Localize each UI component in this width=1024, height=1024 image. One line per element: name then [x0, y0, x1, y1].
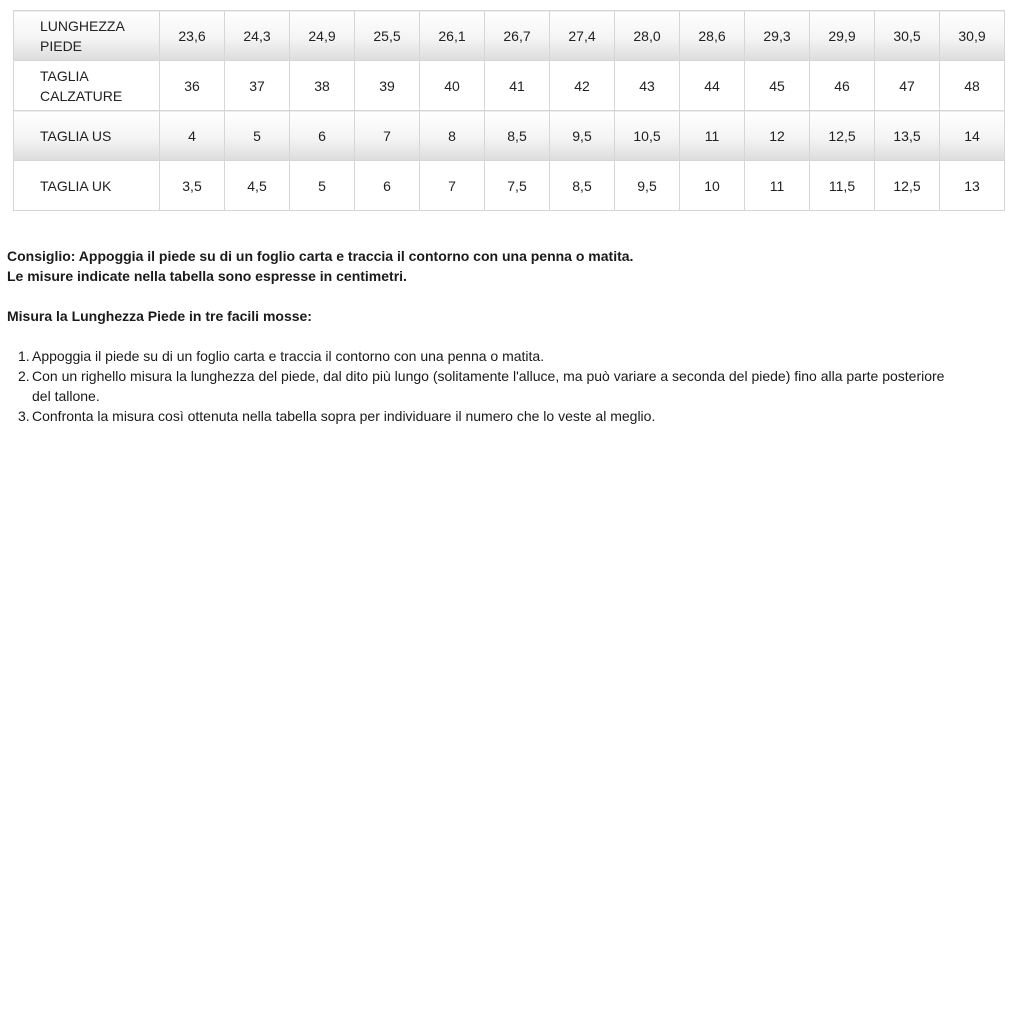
size-guide-notes [7, 246, 1007, 426]
table-cell: 29,9 [810, 11, 875, 61]
steps-heading: Misura la Lunghezza Piede in tre facili mosse: [7, 308, 312, 324]
table-cell: 12,5 [875, 161, 940, 211]
table-cell: 41 [485, 61, 550, 111]
table-cell: 7 [420, 161, 485, 211]
table-cell: 42 [550, 61, 615, 111]
table-cell: 4 [160, 111, 225, 161]
table-cell: 9,5 [550, 111, 615, 161]
step-number: 2. [18, 368, 30, 384]
table-cell: 8 [420, 111, 485, 161]
table-cell: 13,5 [875, 111, 940, 161]
steps-list [7, 346, 1007, 426]
tip-text: Consiglio: Appoggia il piede su di un foglio carta e traccia il contorno con una penna o matita. [7, 248, 634, 264]
table-cell: 13 [940, 161, 1005, 211]
step-item [7, 366, 952, 406]
table-cell: 8,5 [550, 161, 615, 211]
table-cell: 14 [940, 111, 1005, 161]
table-cell: 11 [745, 161, 810, 211]
table-cell: 12,5 [810, 111, 875, 161]
table-cell: 47 [875, 61, 940, 111]
step-text: Con un righello misura la lunghezza del piede, dal dito più lungo (solitamente l'alluce, ma può variare a seconda del piede) fino alla parte posteriore del tallone. [32, 368, 945, 404]
table-cell: 43 [615, 61, 680, 111]
table-cell: 24,3 [225, 11, 290, 61]
row-header: TAGLIA US [14, 111, 160, 161]
step-number: 3. [18, 408, 30, 424]
table-cell: 25,5 [355, 11, 420, 61]
table-cell: 4,5 [225, 161, 290, 211]
table-cell: 23,6 [160, 11, 225, 61]
table-cell: 3,5 [160, 161, 225, 211]
table-cell: 29,3 [745, 11, 810, 61]
table-cell: 40 [420, 61, 485, 111]
table-cell: 10 [680, 161, 745, 211]
table-cell: 45 [745, 61, 810, 111]
row-header: TAGLIA CALZATURE [14, 61, 160, 111]
table-cell: 6 [355, 161, 420, 211]
table-cell: 9,5 [615, 161, 680, 211]
table-cell: 30,9 [940, 11, 1005, 61]
table-cell: 8,5 [485, 111, 550, 161]
table-cell: 5 [290, 161, 355, 211]
units-text: Le misure indicate nella tabella sono espresse in centimetri. [7, 268, 407, 284]
table-cell: 37 [225, 61, 290, 111]
table-cell: 28,6 [680, 11, 745, 61]
table-cell: 36 [160, 61, 225, 111]
step-item [7, 406, 952, 426]
table-row [14, 161, 1005, 211]
table-cell: 39 [355, 61, 420, 111]
table-cell: 5 [225, 111, 290, 161]
table-cell: 30,5 [875, 11, 940, 61]
step-number: 1. [18, 348, 30, 364]
table-cell: 11,5 [810, 161, 875, 211]
table-cell: 11 [680, 111, 745, 161]
step-text: Confronta la misura così ottenuta nella tabella sopra per individuare il numero che lo veste al meglio. [32, 408, 656, 424]
table-cell: 26,7 [485, 11, 550, 61]
table-cell: 12 [745, 111, 810, 161]
spacer [7, 326, 1007, 346]
row-header: LUNGHEZZA PIEDE [14, 11, 160, 61]
table-cell: 48 [940, 61, 1005, 111]
table-cell: 6 [290, 111, 355, 161]
step-item [7, 346, 952, 366]
table-row [14, 11, 1005, 61]
table-cell: 26,1 [420, 11, 485, 61]
table-row [14, 61, 1005, 111]
table-row [14, 111, 1005, 161]
table-cell: 46 [810, 61, 875, 111]
step-text: Appoggia il piede su di un foglio carta e traccia il contorno con una penna o matita. [32, 348, 545, 364]
row-header: TAGLIA UK [14, 161, 160, 211]
table-cell: 7,5 [485, 161, 550, 211]
table-cell: 38 [290, 61, 355, 111]
table-cell: 27,4 [550, 11, 615, 61]
table-cell: 44 [680, 61, 745, 111]
table-cell: 10,5 [615, 111, 680, 161]
size-chart-table [13, 10, 1005, 211]
spacer [7, 286, 1007, 306]
table-cell: 24,9 [290, 11, 355, 61]
size-chart-body [14, 11, 1005, 211]
table-cell: 28,0 [615, 11, 680, 61]
table-cell: 7 [355, 111, 420, 161]
